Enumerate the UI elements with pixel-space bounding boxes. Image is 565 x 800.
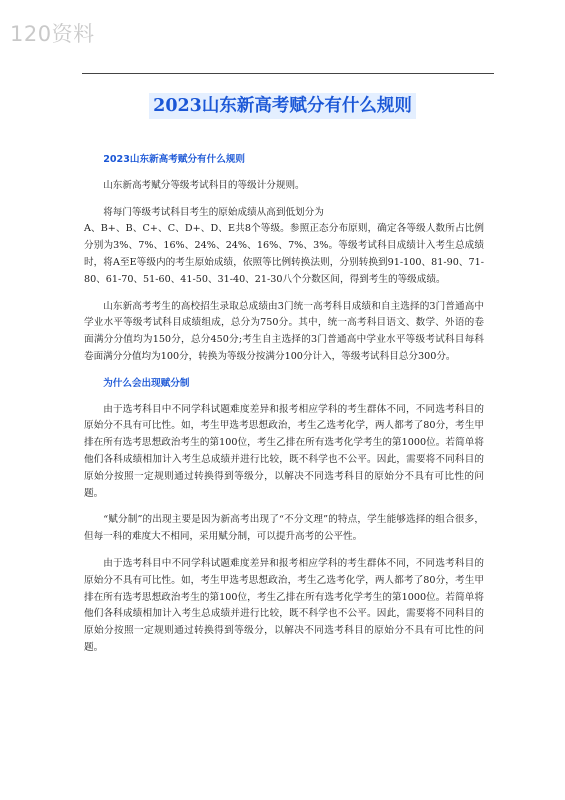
paragraph-total-score: 山东新高考考生的高校招生录取总成绩由3门统一高考科目成绩和自主选择的3门普通高中学业水平等级考试科目成绩组成，总分为750分。其中，统一高考科目语文、数学、外语的卷面满分分值均为150分，总分450分;考生自主选择的3门普通高中学业水平等级考试科目每科卷面满分分值均为100分，转换为等级分按满分100分计入，等级考试科目总分300分。	[84, 300, 484, 362]
paragraph-intro: 山东新高考赋分等级考试科目的等级计分规则。	[103, 179, 305, 191]
section-heading-1: 2023山东新高考赋分有什么规则	[103, 154, 246, 165]
paragraph-reason-1: 由于选考科目中不同学科试题难度差异和报考相应学科的考生群体不同，不同选考科目的原始分不具有可比性。如，考生甲选考思想政治，考生乙选考化学，两人都考了80分，考生甲排在所有选考思想政治考生的第100位，考生乙排在所有选考化学考生的第1000位。若简单将他们各科成绩相加计入考生总成绩并进行比较，既不科学也不公平。因此，需要将不同科目的原始分按照一定规则通过转换得到等级分，以解决不同选考科目的原始分不具有可比性的问题。	[84, 403, 484, 499]
paragraph-grade-division: A、B+、B、C+、C、D+、D、E共8个等级。参照正态分布原则，确定各等级人数所占比例分别为3%、7%、16%、24%、24%、16%、7%、3%。等级考试科目成绩计入考生总成绩时，将A至E等级内的考生原始成绩，依照等比例转换法则，分别转换到91-100、81-90、71-80、61-70、51-60、41-50、31-40、21-30八个分数区间，得到考生的等级成绩。	[84, 223, 484, 285]
document-title	[0, 92, 565, 117]
paragraph-reason-3: 由于选考科目中不同学科试题难度差异和报考相应学科的考生群体不同，不同选考科目的原始分不具有可比性。如，考生甲选考思想政治，考生乙选考化学，两人都考了80分，考生甲排在所有选考思想政治考生的第100位，考生乙排在所有选考化学考生的第1000位。若简单将他们各科成绩相加计入考生总成绩并进行比较，既不科学也不公平。因此，需要将不同科目的原始分按照一定规则通过转换得到等级分，以解决不同选考科目的原始分不具有可比性的问题。	[84, 557, 484, 653]
section-heading-2: 为什么会出现赋分制	[103, 377, 190, 389]
paragraph-grade-division-lead: 将每门等级考试科目考生的原始成绩从高到低划分为	[103, 206, 324, 218]
watermark-logo: 120资料	[10, 22, 95, 46]
document-body	[84, 152, 484, 667]
document-title-text: 2023山东新高考赋分有什么规则	[149, 93, 416, 119]
header-divider	[82, 73, 494, 74]
paragraph-reason-2: “赋分制”的出现主要是因为新高考出现了“不分文理”的特点，学生能够选择的组合很多，但每一科的难度大不相同，采用赋分制，可以提升高考的公平性。	[84, 514, 484, 543]
